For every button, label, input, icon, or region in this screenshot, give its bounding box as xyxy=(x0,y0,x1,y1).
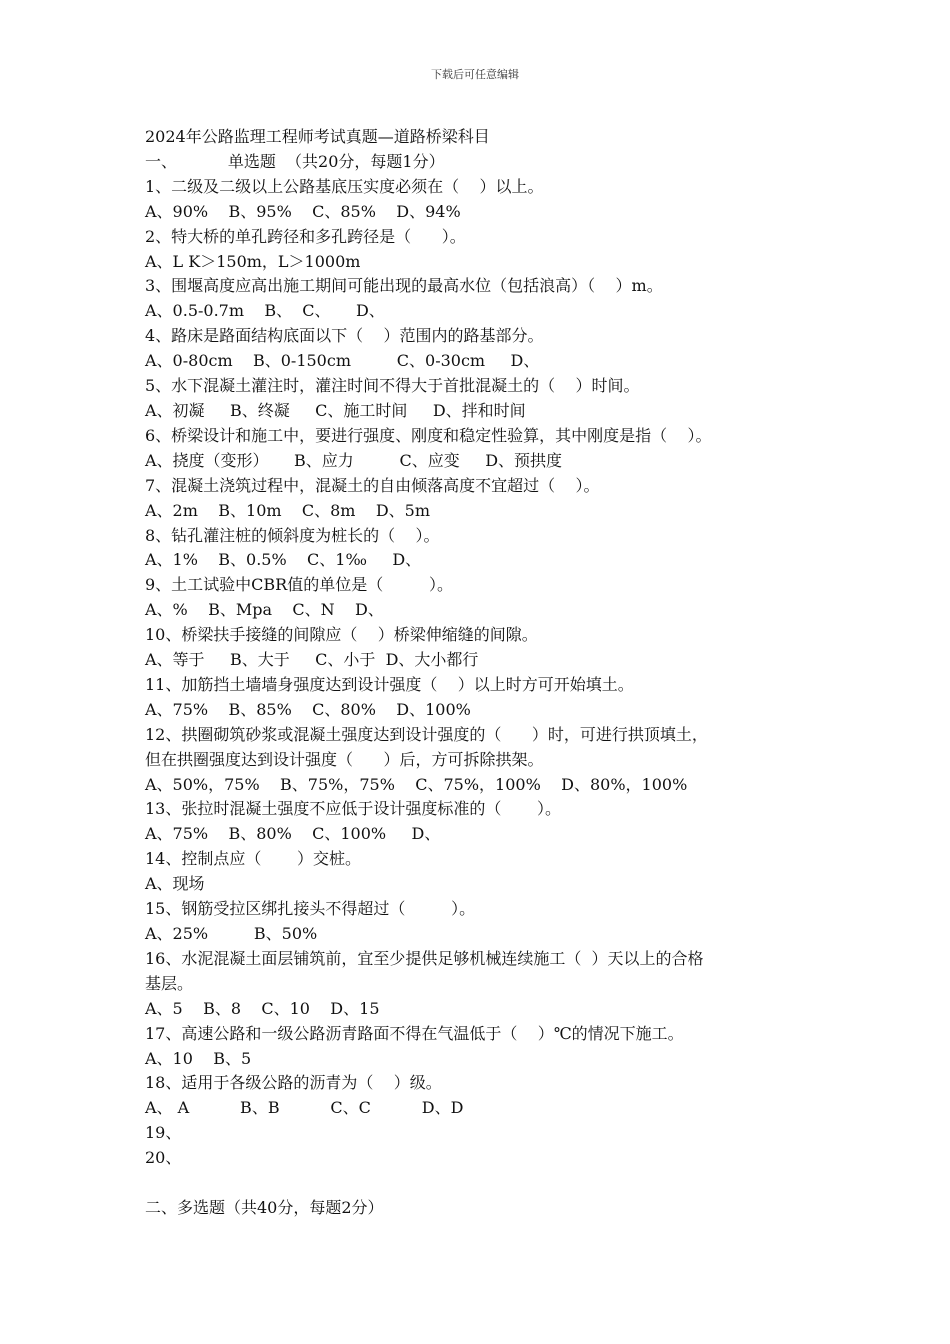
question-text: 9、土工试验中CBR值的单位是（ ）。 xyxy=(145,575,454,595)
answer-options: A、1% B、0.5% C、1‰ D、 xyxy=(145,550,422,570)
question-text: 14、控制点应（ ）交桩。 xyxy=(145,849,361,869)
question-text: 17、高速公路和一级公路沥青路面不得在气温低于（ ）℃的情况下施工。 xyxy=(145,1023,684,1043)
question-text: 16、水泥混凝土面层铺筑前，宜至少提供足够机械连续施工（ ）天以上的合格 基层。 xyxy=(145,948,704,993)
question-text: 5、水下混凝土灌注时，灌注时间不得大于首批混凝土的（ ）时间。 xyxy=(145,376,640,396)
answer-options: A、25% B、50% xyxy=(145,924,318,943)
answer-options: A、 A B、B C、C D、D xyxy=(145,1098,464,1118)
question-text: 13、张拉时混凝土强度不应低于设计强度标准的（ ）。 xyxy=(145,799,561,819)
answer-options: A、2m B、10m C、8m D、5m xyxy=(145,500,431,520)
answer-options: A、0.5-0.7m B、 C、 D、 xyxy=(145,301,385,321)
answer-options: A、90% B、95% C、85% D、94% xyxy=(145,201,461,221)
document-title: 2024年公路监理工程师考试真题—道路桥梁科目 xyxy=(145,127,490,146)
question-text: 15、钢筋受拉区绑扎接头不得超过（ ）。 xyxy=(145,899,476,919)
answer-options: A、5 B、8 C、10 D、15 xyxy=(145,998,380,1018)
question-text: 8、钻孔灌注桩的倾斜度为桩长的（ ）。 xyxy=(145,525,440,545)
document-body xyxy=(145,125,835,1221)
question-text: 6、桥梁设计和施工中，要进行强度、刚度和稳定性验算，其中刚度是指（ ）。 xyxy=(145,425,712,445)
answer-options: A、10 B、5 xyxy=(145,1048,252,1068)
answer-options: A、% B、Mpa C、N D、 xyxy=(145,600,384,620)
question-text: 7、混凝土浇筑过程中，混凝土的自由倾落高度不宜超过（ ）。 xyxy=(145,475,600,495)
question-text: 3、围堰高度应高出施工期间可能出现的最高水位（包括浪高）（ ）m。 xyxy=(145,276,663,296)
question-list xyxy=(145,175,835,1171)
answer-options: A、50%，75% B、75%，75% C、75%，100% D、80%，100% xyxy=(145,774,688,794)
answer-options: A、75% B、85% C、80% D、100% xyxy=(145,699,471,719)
blank-line xyxy=(145,1171,835,1196)
question-text: 1、二级及二级以上公路基底压实度必须在（ ）以上。 xyxy=(145,176,544,196)
section-heading-multiple-choice: 二、多选题（共40分，每题2分） xyxy=(145,1197,384,1217)
question-text: 10、桥梁扶手接缝的间隙应（ ）桥梁伸缩缝的间隙。 xyxy=(145,625,538,645)
question-text: 18、适用于各级公路的沥青为（ ）级。 xyxy=(145,1073,442,1093)
answer-options: A、现场 xyxy=(145,874,205,894)
question-text: 19、 xyxy=(145,1123,182,1143)
answer-options: A、挠度（变形） B、应力 C、应变 D、预拱度 xyxy=(145,450,563,470)
question-text: 20、 xyxy=(145,1148,182,1168)
answer-options: A、等于 B、大于 C、小于 D、大小都行 xyxy=(145,650,479,670)
answer-options: A、初凝 B、终凝 C、施工时间 D、拌和时间 xyxy=(145,400,526,420)
section-heading-single-choice: 一、 单选题 （共20分，每题1分） xyxy=(145,151,445,171)
question-text: 12、拱圈砌筑砂浆或混凝土强度达到设计强度的（ ）时，可进行拱顶填土， 但在拱圈强度达到设计强度（ ）后，方可拆除拱架。 xyxy=(145,724,708,769)
question-text: 4、路床是路面结构底面以下（ ）范围内的路基部分。 xyxy=(145,326,544,346)
page-header: 下载后可任意编辑 xyxy=(431,68,519,81)
answer-options: A、0-80cm B、0-150cm C、0-30cm D、 xyxy=(145,351,540,371)
question-text: 2、特大桥的单孔跨径和多孔跨径是（ ）。 xyxy=(145,226,466,246)
answer-options: A、L K＞150m，L＞1000m xyxy=(145,251,361,271)
question-text: 11、加筋挡土墙墙身强度达到设计强度（ ）以上时方可开始填土。 xyxy=(145,674,634,694)
answer-options: A、75% B、80% C、100% D、 xyxy=(145,824,441,844)
